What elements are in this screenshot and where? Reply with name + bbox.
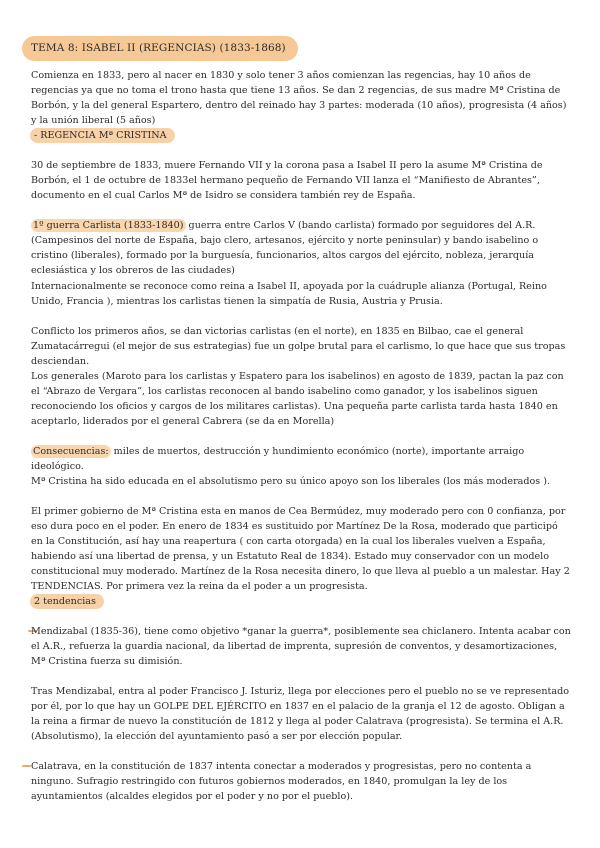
paragraph-conflicto: Conflicto los primeros años, se dan victorias carlistas (en el norte), en 1835 en Bilbao, cae el general Zumatacárregui (el mejor de sus estrategias) fue un golpe brutal para el carlismo, lo que hace que sus tropas desciendan. (31, 326, 566, 367)
intro-paragraph: Comienza en 1833, pero al nacer en 1830 y solo tener 3 años comienzan las regencias, hay 10 años de regencias ya que no toma el trono hasta que tiene 13 años. Se dan 2 regencias, de sus madre Mª Cristina de Borbón, y la del general Espartero, dentro del reinado hay 3 partes: moderada (10 años), progresista (4 años) y la unión liberal (5 años) (31, 70, 567, 126)
paragraph-guerra-carlista-text: guerra entre Carlos V (bando carlista) formado por seguidores del A.R. (Campesinos del norte de España, bajo clero, artesanos, ejército y norte peninsular) y bando isabelino o cristino (liberales), formado por la burguesía, funcionarios, altos cargos del ejército, nobleza, jerarquía eclesiástica y los obreros de las ciudades) (31, 220, 539, 276)
dash-marker (22, 765, 31, 767)
paragraph-generales: Los generales (Maroto para los carlistas y Espatero para los isabelinos) en agosto de 1839, pactan la paz con el “Abrazo de Vergara”, los carlistas reconocen al bando isabelino como ganador, y los isabelinos siguen reconociendo los oficios y cargos de los militares carlistas). Una pequeña parte carlista tarda hasta 1840 en aceptarlo, liderados por el general Cabrera (se da en Morella) (31, 371, 564, 427)
paragraph-isturiz: Tras Mendizabal, entra al poder Francisco J. Isturiz, llega por elecciones pero el pueblo no se ve representado por él, por lo que hay un GOLPE DEL EJÉRCITO en 1837 en el palacio de la granja el 12 de agosto. Obligan a la reina a firmar de nuevo la constitución de 1812 y llega al poder Calatrava (progresista). Se termina el A.R. (Absolutismo), la elección del ayuntamiento pasó a ser por elección popular. (31, 686, 570, 742)
section-heading-regencia (30, 128, 175, 143)
highlight-guerra-carlista: 1º guerra Carlista (1833-1840) (33, 220, 184, 231)
paragraph-internacional: Internacionalmente se reconoce como reina a Isabel II, apoyada por la cuádruple alianza (Portugal, Reino Unido, Francia ), mientras los carlistas tienen la simpatía de Rusia, Austria y Prusia. (31, 281, 547, 307)
page-title: TEMA 8: ISABEL II (REGENCIAS) (1833-1868) (22, 36, 298, 61)
paragraph-consecuencias (31, 444, 571, 474)
paragraph-death-fernando: 30 de septiembre de 1833, muere Fernando VII y la corona pasa a Isabel II pero la asume Mª Cristina de Borbón, el 1 de octubre de 1833el hermano pequeño de Fernando VII lanza el “Manifiesto de Abrantes”, documento en el cual Carlos Mª de Isidro se considera también rey de España. (31, 160, 543, 201)
section-heading-regencia-label: - REGENCIA Mª CRISTINA (30, 128, 175, 143)
paragraph-mendizabal: Mendizabal (1835-36), tiene como objetivo *ganar la guerra*, posiblemente sea chiclanero. Intenta acabar con el A.R., refuerza la guardia nacional, da libertad de imprenta, supresión de conventos, y desamortizaciones, Mª Cristina fuerza su dimisión. (31, 626, 571, 667)
paragraph-primer-gobierno: El primer gobierno de Mª Cristina esta en manos de Cea Bermúdez, muy moderado pero con 0 confianza, por eso dura poco en el poder. En enero de 1834 es sustituido por Martínez De la Rosa, moderado que participó en la Constitución, así hay una reapertura ( con carta otorgada) en la cual los liberales vuelven a España, habiendo así una libertad de prensa, y un Estatuto Real de 1834). Estado muy conservador con un modelo constitucional muy moderado. Martínez de la Rosa necesita dinero, lo que lleva al pueblo a un malestar. Hay 2 TENDENCIAS. Por primera vez la reina da el poder a un progresista. (31, 506, 570, 592)
section-heading-tendencias-label: 2 tendencias (30, 594, 104, 609)
section-heading-tendencias (30, 594, 104, 609)
paragraph-absolutismo: Mª Cristina ha sido educada en el absolutismo pero su único apoyo son los liberales (los más moderados ). (31, 476, 551, 487)
paragraph-consecuencias-text: miles de muertos, destrucción y hundimiento económico (norte), importante arraigo ideológico. (31, 446, 525, 472)
highlight-consecuencias: Consecuencias: (33, 446, 109, 457)
paragraph-calatrava: Calatrava, en la constitución de 1837 intenta conectar a moderados y progresistas, pero no contenta a ninguno. Sufragio restringido con futuros gobiernos moderados, en 1840, promulgan la ley de los ayuntamientos (alcaldes elegidos por el poder y no por el pueblo). (31, 761, 532, 802)
paragraph-guerra-carlista (31, 218, 571, 278)
